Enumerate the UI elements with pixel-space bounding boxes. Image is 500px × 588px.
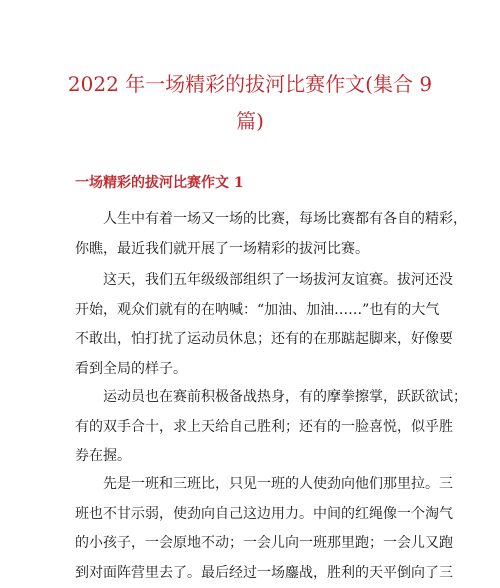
title-line-1: 2022 年一场精彩的拔河比赛作文(集合 9	[60, 66, 440, 103]
paragraph-line: 券在握。	[75, 442, 425, 472]
title-line-2: 篇)	[60, 103, 440, 140]
paragraph-line: 看到全局的样子。	[75, 355, 425, 385]
paragraph-line: 人生中有着一场又一场的比赛，每场比赛都有各自的精彩，	[75, 205, 425, 235]
paragraph-line: 运动员也在赛前积极备战热身，有的摩拳擦掌，跃跃欲试；	[75, 383, 425, 413]
paragraph-line: 你瞧，最近我们就开展了一场精彩的拔河比赛。	[75, 235, 425, 265]
paragraph-line: 的小孩子，一会原地不动；一会儿向一班那里跑；一会儿又跑	[75, 529, 425, 559]
paragraph-3	[75, 383, 425, 472]
paragraph-line: 不敢出，怕打扰了运动员休息；还有的在那踮起脚来，好像要	[75, 325, 425, 355]
paragraph-line: 这天，我们五年级级部组织了一场拔河友谊赛。拔河还没	[75, 266, 425, 296]
document-title	[60, 66, 440, 140]
paragraph-line: 有的双手合十，求上天给自己胜利；还有的一脸喜悦，似乎胜	[75, 413, 425, 443]
paragraph-line: 到对面阵营里去了。最后经过一场鏖战，胜利的天平倒向了三	[75, 559, 425, 588]
paragraph-line: 开始，观众们就有的在呐喊：“加油、加油……”也有的大气	[75, 296, 425, 326]
section-heading: 一场精彩的拔河比赛作文 1	[75, 172, 244, 194]
paragraph-2	[75, 266, 425, 384]
paragraph-line: 班也不甘示弱，使劲向自己这边用力。中间的红绳像一个淘气	[75, 500, 425, 530]
paragraph-4	[75, 470, 425, 588]
paragraph-1	[75, 205, 425, 264]
paragraph-line: 先是一班和三班比，只见一班的人使劲向他们那里拉。三	[75, 470, 425, 500]
